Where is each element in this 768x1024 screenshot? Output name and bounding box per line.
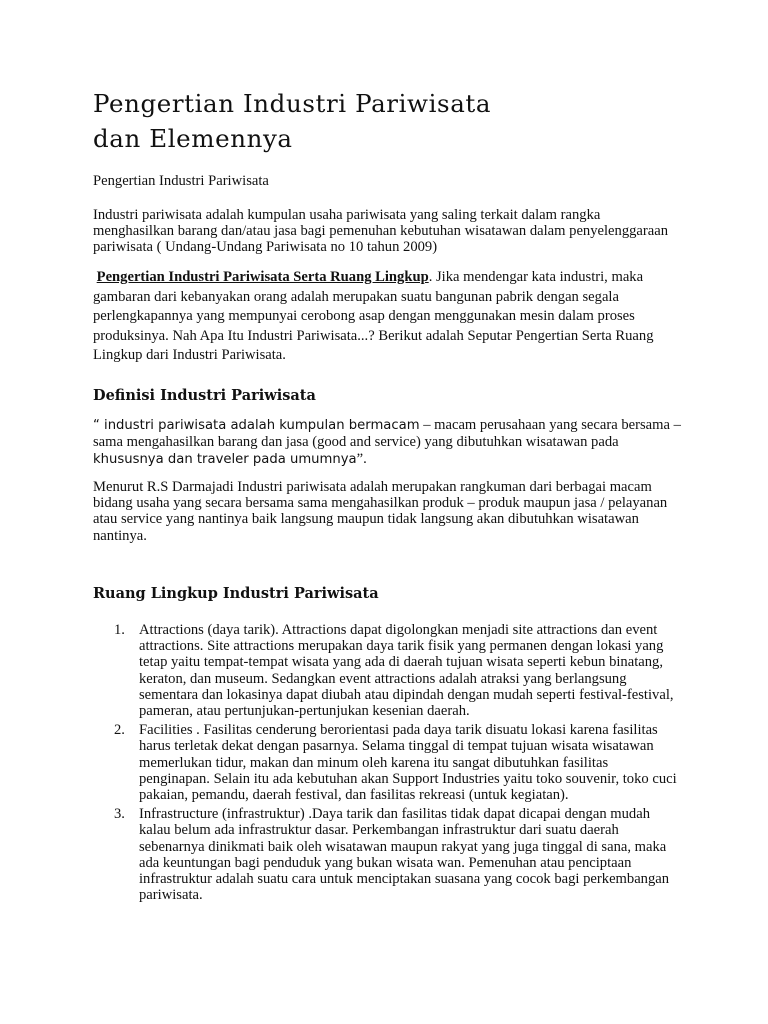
page-title-line-1: Pengertian Industri Pariwisata (93, 89, 492, 118)
list-item (93, 806, 677, 903)
definition-heading: Definisi Industri Pariwisata (93, 387, 316, 404)
quote-middle: – macam perusahaan yang secara bersama – sama mengahasilkan barang dan jasa (good and service) yang dibutuhkan wisatawan pada (93, 417, 681, 451)
scope-intro-paragraph (93, 268, 683, 366)
list-item-text: Infrastructure (infrastruktur) .Daya tarik dan fasilitas tidak dapat dicapai dengan mudah kalau belum ada infrastruktur dasar. Perkembangan infrastruktur dari suatu daerah sebenarnya dinikmati baik oleh wisatawan maupun rakyat yang juga tinggal di sana, maka ada keuntungan bagi penduduk yang bukan wisata wan. Pemenuhan atau penciptaan infrastruktur adalah suatu cara untuk menciptakan suasana yang cocok bagi perkembangan pariwisata. (139, 806, 670, 904)
list-item-number: 2. (114, 722, 125, 739)
scope-intro-text: . Jika mendengar kata industri, maka gambaran dari kebanyakan orang adalah merupakan suatu bangunan pabrik dengan segala perlengkapannya yang mempunyai cerobong asap dengan menggunakan mesin dalam proses produksinya. Nah Apa Itu Industri Pariwisata...? Berikut adalah Seputar Pengertian Serta Ruang Lingkup dari Industri Pariwisata. (93, 269, 654, 364)
list-item (93, 622, 677, 719)
list-item-text: Attractions (daya tarik). Attractions dapat digolongkan menjadi site attractions dan event attractions. Site attractions merupakan daya tarik fisik yang permanen dengan lokasi yang tetap yaitu tempat-tempat wisata yang ada di daerah tujuan wisata seperti kebun binatang, keraton, dan museum. Sedangkan event attractions adalah atraksi yang berlangsung sementara dan lokasinya dapat diubah atau dipindah dengan mudah seperti festival-festival, pameran, atau pertunjukan-pertunjukan kesenian daerah. (139, 622, 674, 720)
page-title-line-2: dan Elemennya (93, 124, 293, 153)
scope-list (93, 622, 677, 906)
subtitle: Pengertian Industri Pariwisata (93, 173, 269, 189)
scope-heading: Ruang Lingkup Industri Pariwisata (93, 585, 379, 602)
list-item-number: 3. (114, 806, 125, 823)
list-item-number: 1. (114, 622, 125, 638)
quote-close: ”. (356, 450, 367, 467)
quote-ending: khususnya dan traveler pada umumnya (93, 451, 357, 467)
page-title (93, 86, 693, 156)
list-item-text: Facilities . Fasilitas cenderung berorientasi pada daya tarik disuatu lokasi karena fasilitas harus terletak dekat dengan pasarnya. Selama tinggal di tempat tujuan wisata wisatawan memerlukan tidur, makan dan minum oleh karena itu sangat dibutuhkan fasilitas penginapan. Selain itu ada kebutuhan akan Support Industries yaitu toko souvenir, toko cuci pakaian, pemandu, daerah festival, dan fasilitas rekreasi (untuk kegiatan). (139, 722, 677, 804)
list-item (93, 722, 677, 803)
darmajadi-definition: Menurut R.S Darmajadi Industri pariwisata adalah merupakan rangkuman dari berbagai macam bidang usaha yang secara bersama sama mengahasilkan produk – produk maupun jasa / pelayanan atau service yang nantinya baik langsung maupun tidak langsung akan dibutuhkan wisatawan nantinya. (93, 479, 668, 544)
intro-paragraph: Industri pariwisata adalah kumpulan usaha pariwisata yang saling terkait dalam rangka menghasilkan barang dan/atau jasa bagi pemenuhan kebutuhan wisatawan dalam penyelenggaraan pariwisata ( Undang-Undang Pariwisata no 10 tahun 2009) (93, 207, 669, 256)
quote-opening: “ industri pariwisata adalah kumpulan bermacam (93, 418, 420, 433)
definition-quote (93, 417, 683, 468)
scope-article-link[interactable]: Pengertian Industri Pariwisata Serta Ruang Lingkup (96, 269, 429, 285)
